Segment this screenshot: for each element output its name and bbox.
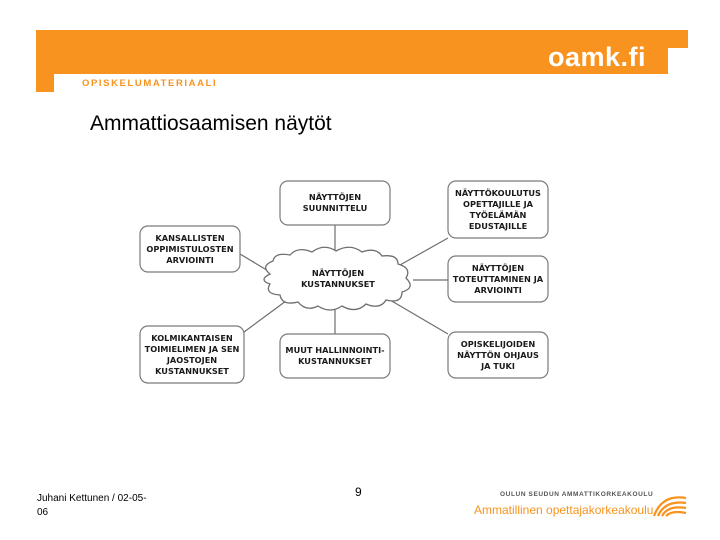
node-suunnittelu-line-1: NÄYTTÖJEN [308,192,362,202]
node-arviointi-line-2: OPPIMISTULOSTEN [146,244,234,254]
node-ohjaus-line-2: NÄYTTÖN OHJAUS [457,350,539,360]
header-subband [36,74,54,92]
connector-ohjaus [390,300,448,334]
page-number: 9 [355,485,362,499]
footer-author: Juhani Kettunen / 02-05-06 [37,493,147,518]
school-name: OULUN SEUDUN AMMATTIKORKEAKOULU [500,491,654,498]
node-koulutus-line-1: NÄYTTÖKOULUTUS [455,188,541,198]
center-label-line-1: NÄYTTÖJEN [311,268,365,278]
node-suunnittelu-line-2: SUUNNITTELU [302,203,368,213]
node-kolmikantaisen-line-3: JAOSTOJEN [166,355,218,365]
node-hallinnointi-line-1: MUUT HALLINNOINTI- [285,345,385,355]
node-arviointi [140,226,240,272]
header-banner-notch [668,48,688,74]
school-unit: Ammatillinen opettajakorkeakoulu [474,503,654,517]
center-label-line-2: KUSTANNUKSET [301,279,375,289]
node-ohjaus-line-1: OPISKELIJOIDEN [460,339,536,349]
node-ohjaus [448,332,548,378]
node-arviointi-line-3: ARVIOINTI [166,255,214,265]
node-hallinnointi [280,334,390,378]
header-subtitle: OPISKELUMATERIAALI [82,78,218,89]
node-toteuttaminen-line-2: TOTEUTTAMINEN JA [452,274,544,284]
node-toteuttaminen-line-1: NÄYTTÖJEN [471,263,525,273]
school-logo-icon [652,490,688,518]
oamk-logo[interactable]: oamk.fi [548,42,647,72]
node-toteuttaminen [448,256,548,302]
node-kolmikantaisen [140,326,244,383]
node-arviointi-line-1: KANSALLISTEN [155,233,225,243]
node-ohjaus-line-3: JA TUKI [481,361,515,371]
node-kolmikantaisen-line-2: TOIMIELIMEN JA SEN [144,344,240,354]
node-toteuttaminen-line-3: ARVIOINTI [474,285,522,295]
node-kolmikantaisen-line-4: KUSTANNUKSET [155,366,229,376]
node-hallinnointi-line-2: KUSTANNUKSET [298,356,372,366]
node-koulutus-line-4: EDUSTAJILLE [468,221,528,231]
connector-kolmikantaisen [240,298,290,335]
node-koulutus [448,181,548,238]
connector-koulutus [400,238,448,265]
cost-diagram [130,170,560,390]
node-koulutus-line-3: TYÖELÄMÄN [469,210,527,220]
node-kolmikantaisen-line-1: KOLMIKANTAISEN [151,333,233,343]
slide-title: Ammattiosaamisen näytöt [90,112,332,135]
node-koulutus-line-2: OPETTAJILLE JA [463,199,533,209]
node-suunnittelu [280,181,390,225]
